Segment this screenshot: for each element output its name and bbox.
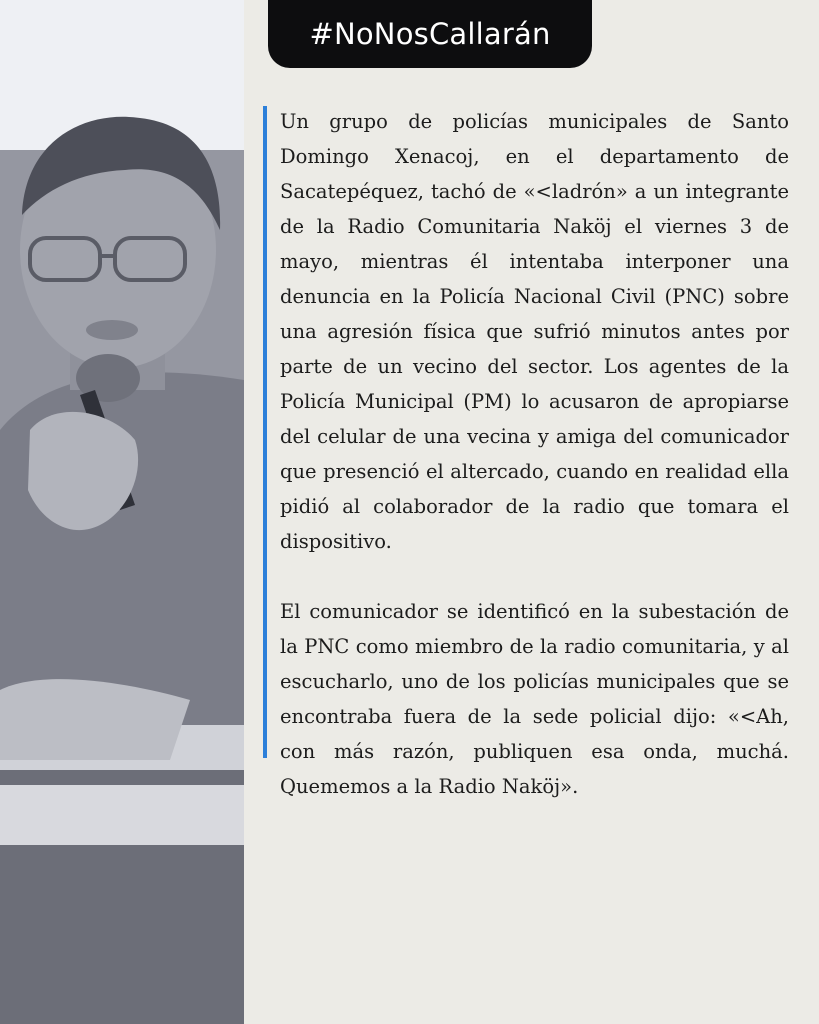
accent-line bbox=[263, 106, 267, 758]
article-body bbox=[280, 104, 789, 804]
hashtag-text: #NoNosCallarán bbox=[309, 17, 551, 51]
hashtag-banner bbox=[268, 0, 592, 68]
paragraph-1: Un grupo de policías municipales de Santo Domingo Xenacoj, en el departamento de Sacatepéquez, tachó de «<ladrón» a un integrante de la Radio Comunitaria Naköj el viernes 3 de mayo, mientras él intentaba interponer una denuncia en la Policía Nacional Civil (PNC) sobre una agresión física que sufrió minutos antes por parte de un vecino del sector. Los agentes de la Policía Municipal (PM) lo acusaron de apropiarse del celular de una vecina y amiga del comunicador que presenció el altercado, cuando en realidad ella pidió al colaborador de la radio que tomara el dispositivo. bbox=[280, 110, 789, 553]
portrait-illustration bbox=[0, 0, 244, 1024]
paragraph-2: El comunicador se identificó en la subestación de la PNC como miembro de la radio comunitaria, y al escucharlo, uno de los policías municipales que se encontraba fuera de la sede policial dijo: «<Ah, con más razón, publiquen esa onda, muchá. Quememos a la Radio Naköj». bbox=[280, 600, 789, 798]
portrait-photo bbox=[0, 0, 244, 1024]
